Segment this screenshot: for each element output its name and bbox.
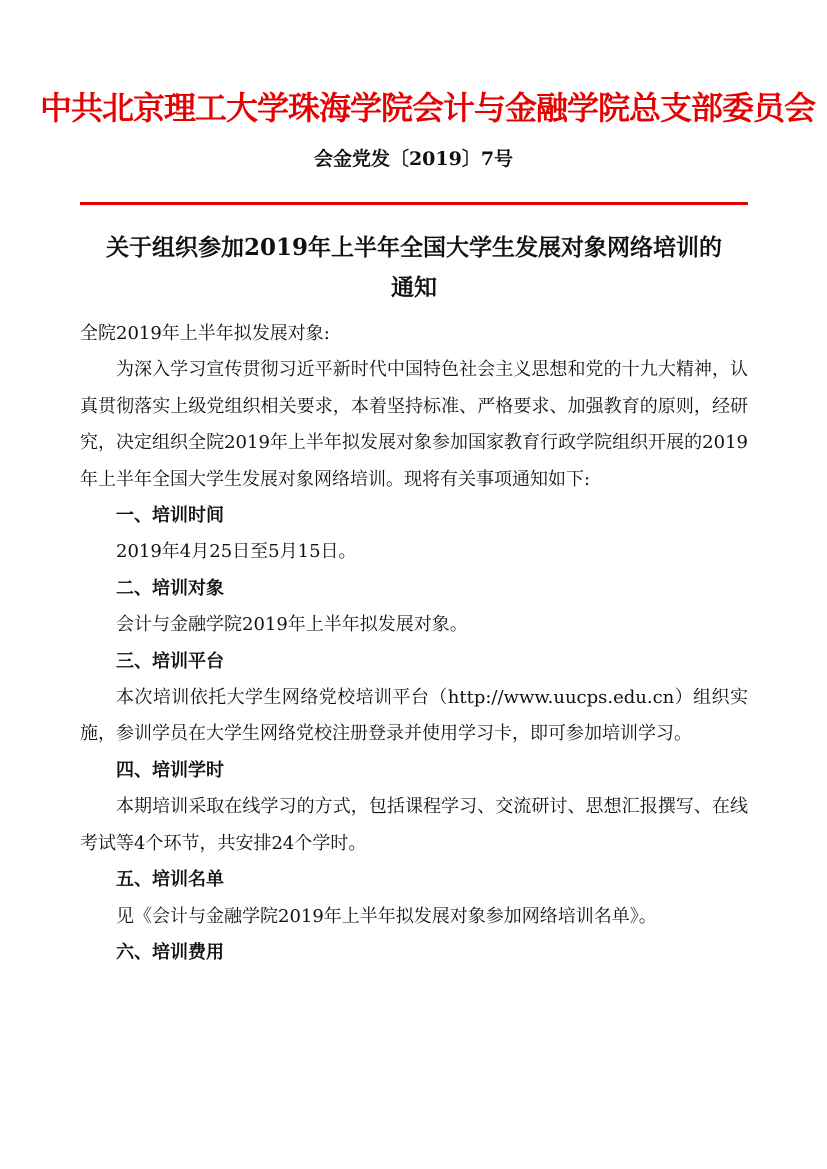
document-title <box>80 228 748 308</box>
red-divider-line <box>80 202 748 205</box>
section-heading: 六、培训费用 <box>116 941 224 963</box>
section-paragraph: 本期培训采取在线学习的方式，包括课程学习、交流研讨、思想汇报撰写、在线考试等4个环节，共安排24个学时。 <box>80 796 748 854</box>
document-body <box>80 316 748 971</box>
section-heading: 三、培训平台 <box>116 650 224 672</box>
salutation: 全院2019年上半年拟发展对象: <box>80 323 330 344</box>
section-paragraph: 见《会计与金融学院2019年上半年拟发展对象参加网络培训名单》。 <box>116 905 657 927</box>
document-number: 会金党发〔2019〕7号 <box>313 148 514 170</box>
section-paragraph: 2019年4月25日至5月15日。 <box>116 541 357 563</box>
section-heading: 五、培训名单 <box>116 869 224 891</box>
document-title-line-1: 关于组织参加2019年上半年全国大学生发展对象网络培训的 <box>105 234 722 261</box>
section-heading: 二、培训对象 <box>116 577 224 599</box>
organization-header: 中共北京理工大学珠海学院会计与金融学院总支部委员会 <box>40 89 816 127</box>
section-paragraph: 会计与金融学院2019年上半年拟发展对象。 <box>116 614 468 636</box>
intro-paragraph: 为深入学习宣传贯彻习近平新时代中国特色社会主义思想和党的十九大精神，认真贯彻落实上级党组织相关要求，本着坚持标准、严格要求、加强教育的原则，经研究，决定组织全院2019年上半年拟发展对象参加国家教育行政学院组织开展的2019年上半年全国大学生发展对象网络培训。现将有关事项通知如下: <box>80 359 748 490</box>
section-paragraph: 本次培训依托大学生网络党校培训平台（http://www.uucps.edu.cn）组织实施，参训学员在大学生网络党校注册登录并使用学习卡，即可参加培训学习。 <box>80 687 748 745</box>
section-heading: 一、培训时间 <box>116 505 224 527</box>
document-title-line-2: 通知 <box>391 274 437 301</box>
section-heading: 四、培训学时 <box>116 759 224 781</box>
